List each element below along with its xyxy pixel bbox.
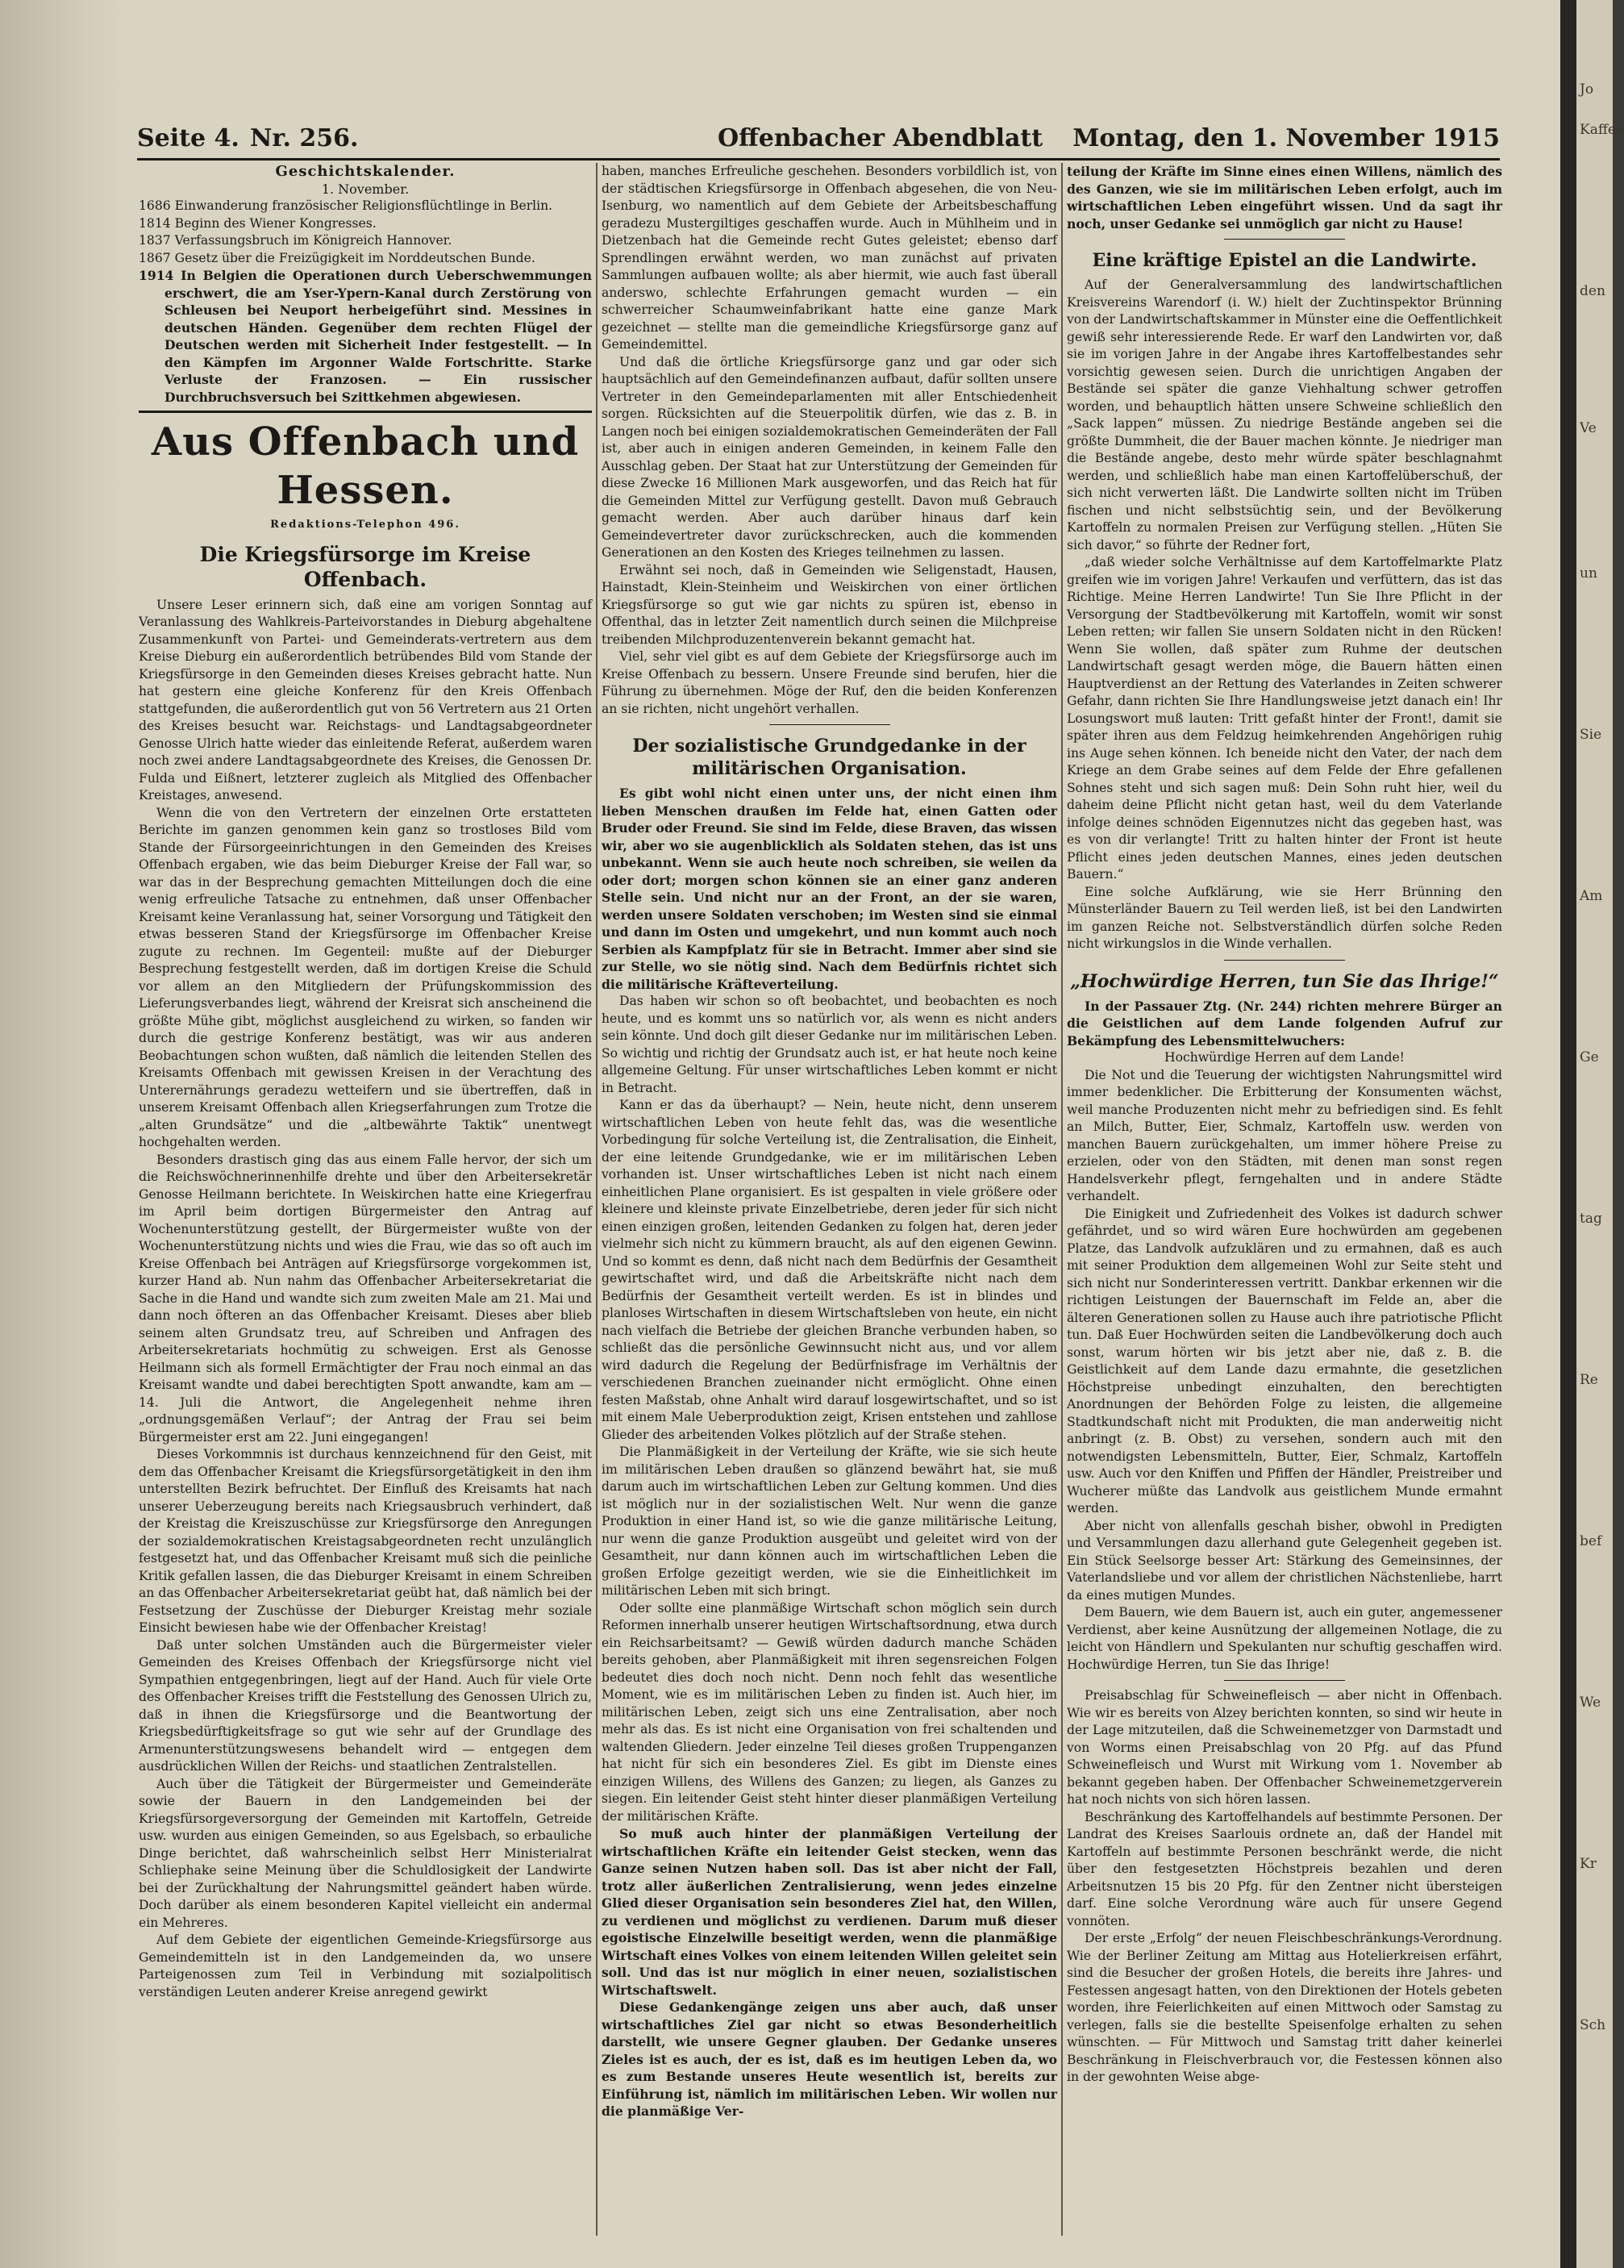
article-paragraph: Daß unter solchen Umständen auch die Bürgermeister vieler Gemeinden des Kreises Offenbach der Kriegsfürsorge nicht viel Sympathien entgegenbringen, liegt auf der Hand. Auch für viele Orte des Offenbacher Kreises trifft die Feststellung des Genossen Ulrich zu, daß in ihnen die Kriegsfürsorge und die Beantwortung der Kriegsbedürftigkeitsfrage so gut wie sehr auf der Grundlage des Armenunterstützungswesens behandelt wird — entgegen dem ausdrücklichen Willen der Reichs- und staatlichen Zentralstellen. <box>139 1637 592 1774</box>
article-separator <box>1224 960 1345 961</box>
article-paragraph: Es gibt wohl nicht einen unter uns, der nicht einen ihm lieben Menschen draußen im Felde hat, einen Gatten oder Bruder oder Freund. Sie sind im Felde, diese Braven, das wissen wir, aber wo sie augenblicklich als Soldaten stehen, das ist uns unbekannt. Wenn sie auch heute noch schreiben, sie weilen da oder dort; morgen schon können sie an einer ganz anderen Stelle sein. Und nicht nur an der Front, an der sie waren, werden unsere Soldaten verschoben; im Westen sind sie einmal und dann im Osten und umgekehrt, und nun kommt auch noch Serbien als Kampfplatz für sie in Betracht. Immer aber sind sie zur Stelle, wo sie nötig sind. Nach dem Bedürfnis richtet sich die militärische Kräfteverteilung. <box>602 786 1057 992</box>
news-item: Preisabschlag für Schweinefleisch — aber nicht in Offenbach. Wie wir es bereits von Alzey berichten konnten, so sind wir heute in der Lage mitzuteilen, daß die Schweinemetzger von Darmstadt und von Worms einen Preisabschlag von 20 Pfg. auf das Pfund Schweinefleisch und Wurst mit Wirkung vom 1. November ab bekannt gegeben haben. Der Offenbacher Schweinemetzgerverein hat noch nichts von sich hören lassen. <box>1067 1688 1502 1807</box>
neighbor-fragment: Sch <box>1580 2017 1606 2033</box>
article-paragraph: Die Planmäßigkeit in der Verteilung der Kräfte, wie sie sich heute im militärischen Leben draußen so glänzend bewährt hat, sie muß darum auch im wirtschaftlichen Leben zur Geltung kommen. Und dies ist möglich nur in der sozialistischen Welt. Nur wenn die ganze Produktion in einer Hand ist, so wie die ganze militärische Leitung, nur wenn die ganze Produktion ausgeübt und geleitet wird von der Gesamtheit, nur dann können auch im wirtschaftlichen Leben die großen Erfolge gezeitigt werden, wie sie die Einheitlichkeit im militärischen Leben mit sich bringt. <box>602 1445 1057 1598</box>
article-paragraph: Die Not und die Teuerung der wichtigsten Nahrungsmittel wird immer bedenklicher. Die Erbitterung der Konsumenten wächst, weil manche Produzenten nicht mehr zu befriedigen sind. Es fehlt an Milch, Butter, Eier, Schmalz, Kartoffeln usw. werden von manchen Bauern zurückgehalten, um immer höhere Preise zu erzielen, oder von den Städten, mit denen man sonst regen Handelsverkehr pflegt, ferngehalten und in andere Städte verhandelt. <box>1067 1067 1502 1203</box>
scan-binding-edge <box>1560 0 1576 2268</box>
news-item: Der erste „Erfolg“ der neuen Fleischbeschränkungs-Verordnung. Wie der Berliner Zeitung am Mittag aus Hotelierkreisen erfährt, sind die Besucher der großen Hotels, die bereits ihre Jahres- und Festessen angesagt hatten, von den Direktionen der Hotels gebeten worden, ihre Feierlichkeiten auf einen Mittwoch oder Samstag zu verlegen, falls sie die bestellte Speisenfolge erhalten zu sehen wünschten. — Für Mittwoch und Samstag tritt daher keinerlei Beschränkung in Fleischverbrauch vor, die Festessen können also in der gewohnten Weise abge- <box>1067 1931 1502 2084</box>
article-title: „Hochwürdige Herren, tun Sie das Ihrige!“ <box>1070 970 1499 992</box>
page-header <box>137 121 1500 158</box>
article-paragraph: Die Einigkeit und Zufriedenheit des Volkes ist dadurch schwer gefährdet, und so wird wären Eure hochwürden am gegebenen Platze, das Landvolk aufzuklären und zu ermahnen, daß es auch mit seiner Produktion dem allgemeinen Wohl zur Seite steht und sich nicht nur Sonderinteressen vertritt. Dankbar erkennen wir die richtigen Leistungen der Bauernschaft im Felde an, aber die älteren Generationen sollen zu Hause auch ihre patriotische Pflicht tun. Daß Euer Hochwürden seiten die Landbevölkerung doch auch sonst, warum hörten wir bis jetzt aber nie, daß z. B. die Geistlichkeit auf dem Lande dazu ermahnte, die gesetzlichen Höchstpreise unbedingt einzuhalten, den berechtigten Anordnungen der Behörden Folge zu leisten, die allgemeine Stadtkundschaft nicht mit Produkten, die man anderweitig nicht anbringt (z. B. Obst) zu versehen, sondern auch mit den notwendigsten Lebensmitteln, Butter, Eier, Schmalz, Kartoffeln usw. Auch vor den Kniffen und Pfiffen der Händler, Preistreiber und Wucherer müßte das Landvolk aus geistlichem Munde ermahnt werden. <box>1067 1206 1502 1515</box>
neighbor-fragment: Am <box>1580 888 1603 904</box>
article-paragraph: teilung der Kräfte im Sinne eines einen Willens, nämlich des des Ganzen, wie sie im militärischen Leben erfolgt, auch im wirtschaftlichen Leben eingeführt wissen. Und da sagt ihr noch, unser Gedanke sei unmöglich gar nicht zu Hause! <box>1067 164 1502 231</box>
neighbor-fragment: un <box>1580 565 1597 582</box>
column-divider <box>1061 163 1063 2236</box>
newspaper-title: Offenbacher Abendblatt <box>718 124 1043 152</box>
article-title: Eine kräftige Epistel an die Landwirte. <box>1092 250 1477 271</box>
redaktion-telephone: Redaktions-Telephon 496. <box>270 519 460 531</box>
page-number: Seite 4. <box>137 124 239 152</box>
article-separator <box>1224 1680 1345 1681</box>
calendar-entry: 1686 Einwanderung französischer Religionsflüchtlinge in Berlin. <box>139 198 553 213</box>
article-paragraph: Viel, sehr viel gibt es auf dem Gebiete der Kriegsfürsorge auch im Kreise Offenbach zu bessern. Unsere Freunde sind berufen, hier die Führung zu übernehmen. Möge der Ruf, den die beiden Konferenzen an sie richten, nicht ungehört verhallen. <box>602 649 1057 716</box>
article-paragraph: Dieses Vorkommnis ist durchaus kennzeichnend für den Geist, mit dem das Offenbacher Kreisamt die Kriegsfürsorgetätigkeit in den ihm unterstellten Bezirk befruchtet. Der Einfluß des Kreisamts hat nach unserer Ueberzeugung bereits nach Kriegsausbruch verhindert, daß der Kreistag die Kreiszuschüsse zur Kriegsfürsorge den Anregungen der sozialdemokratischen Kreistagsabgeordneten recht unzulänglich festgesetzt hat, und das Offenbacher Kreisamt muß sich die peinliche Kritik gefallen lassen, die das Dieburger Kreisamt in einem Schreiben an das Offenbacher Arbeitersekretariat geübt hat, daß nämlich bei der Festsetzung der Zuschüsse der Dieburger Kreistag mehr soziale Einsicht bewiesen habe wie der Offenbacher Kreistag! <box>139 1447 592 1635</box>
neighbor-fragment: den <box>1580 283 1605 299</box>
article-paragraph: Auf der Generalversammlung des landwirtschaftlichen Kreisvereins Warendorf (i. W.) hielt der Zuchtinspektor Brünning von der Landwirtschaftskammer in Münster eine die Oeffentlichkeit gewiß sehr interessierende Rede. Er warf den Landwirten vor, daß sie im vorigen Jahre in der Angabe ihres Kartoffelbestandes sehr vorsichtig gewesen seien. Durch die unrichtigen Angaben der Bestände sei später die ganze Viehhaltung schwer getroffen worden, und behauptlich hätten unsere Schweine schließlich den „Sack lappen“ müssen. Zu niedrige Bestände angeben sei die größte Dummheit, die der Bauer machen könnte. Je niedriger man die Bestände angebe, desto mehr würde später beschlagnahmt werden, und schließlich habe man einen Kartoffelüberschuß, der sich nicht verwerten läßt. Die Landwirte sollten nicht im Trüben fischen und nicht selbstsüchtig sein, und der Bevölkerung Kartoffeln zu normalen Preisen zur Verfügung stellen. „Hüten Sie sich davor,“ so führte der Redner fort, <box>1067 277 1502 552</box>
calendar-entry: 1914 In Belgien die Operationen durch Ueberschwemmungen erschwert, die am Yser-Ypern-Kanal durch Zerstörung von Schleusen bei Neuport herbeigeführt sind. Messines in deutschen Händen. Gegenüber dem rechten Flügel der Deutschen werden mit Sicherheit Inder festgestellt. — In den Kämpfen im Argonner Walde Fortschritte. Starke Verluste der Franzosen. — Ein russischer Durchbruchsversuch bei Szittkehmen abgewiesen. <box>139 268 592 405</box>
calendar-entry: 1867 Gesetz über die Freizügigkeit im Norddeutschen Bunde. <box>139 250 535 265</box>
article-title: Die Kriegsfürsorge im Kreise Offenbach. <box>199 542 531 591</box>
column-3 <box>1067 163 1502 2236</box>
article-separator <box>1224 239 1345 240</box>
neighbor-page-strip <box>1576 0 1624 2268</box>
article-separator <box>769 724 890 725</box>
article-paragraph: Das haben wir schon so oft beobachtet, und beobachten es noch heute, und es kommt uns so natürlich vor, als wenn es nicht anders sein könnte. Und doch gilt dieser Gedanke nur im militärischen Leben. So wichtig und richtig der Grundsatz auch ist, er hat heute noch keine allgemeine Geltung. Für unser wirtschaftliches Leben kommt er nicht in Betracht. <box>602 994 1057 1095</box>
header-rule <box>137 158 1500 161</box>
column-2 <box>602 163 1057 2236</box>
news-item: Beschränkung des Kartoffelhandels auf bestimmte Personen. Der Landrat des Kreises Saarlouis ordnete an, daß der Handel mit Kartoffeln auf bestimmte Personen beschränkt werde, die nicht über den festgesetzten Höchstpreis bezahlen und deren Arbeitsnutzen 15 bis 20 Pfg. für den Zentner nicht übersteigen darf. Eine solche Verordnung wäre auch für unsere Gegend vonnöten. <box>1067 1809 1502 1928</box>
article-paragraph: „daß wieder solche Verhältnisse auf dem Kartoffelmarkte Platz greifen wie im vorigen Jahre! Verkaufen und verfüttern, das ist das Richtige. Meine Herren Landwirte! Tun Sie Ihre Pflicht in der Versorgung der Stadtbevölkerung mit Kartoffeln, womit wir sonst Leben retten; wir fallen Sie unsern Soldaten nicht in den Rücken! Wenn Sie wollen, daß später zum Ruhme der deutschen Landwirtschaft gesagt werden möge, die Bauern hätten einen Hauptverdienst an der Rettung des Vaterlandes in Zeiten schwerer Gefahr, dann richten Sie Ihre Handlungsweise jetzt danach ein! Ihr Losungswort muß lauten: Tritt gefaßt hinter der Front!, damit sie später ihren aus dem Feldzug heimkehrenden Angehörigen ruhig ins Auge sehen können. Ich beneide nicht den Vater, der nach dem Kriege an dem Grabe seines auf dem Felde der Ehre gefallenen Sohnes steht und sich sagen muß: Dein Sohn ruht hier, weil du daheim deine Pflicht nicht getan hast, weil du dem Vaterlande infolge deines schnöden Eigennutzes nicht das gegeben hast, was es von dir verlangte! Tritt zu halten hinter der Front ist heute Pflicht eines jeden deutschen Mannes, eines jeden deutschen Bauern.“ <box>1067 555 1502 882</box>
calendar-entry: 1837 Verfassungsbruch im Königreich Hannover. <box>139 233 452 248</box>
section-title: Aus Offenbach und Hessen. <box>151 419 580 513</box>
article-paragraph: Wenn die von den Vertretern der einzelnen Orte erstatteten Berichte im ganzen genommen kein ganz so trostloses Bild vom Stande der Fürsorgeeinrichtungen in den Gemeinden des Kreises Offenbach ergaben, wie das beim Dieburger Kreise der Fall war, so war das in der Besprechung gemachten Mitteilungen doch die eine wenig erfreuliche Tatsache zu entnehmen, daß unser Offenbacher Kreisamt keine Veranlassung hat, seiner Vorsorgung und Tätigkeit den etwas besseren Stand der Kriegsfürsorge im Offenbacher Kreise zugute zu rechnen. Im Gegenteil: mußte auf der Dieburger Besprechung festgestellt werden, daß im dortigen Kreise die Schuld vor allem an den Mitgliedern der Prüfungskommission des Lieferungsverbandes liegt, während der Kreisrat sich anscheinend die größte Mühe gibt, möglichst ausgleichend zu wirken, so fanden wir durch die gestrige Konferenz bestätigt, was wir aus anderen Beobachtungen schon wußten, daß nämlich die leitenden Stellen des Kreisamts Offenbach mit gewissen Kreisen in der Verachtung des Unterernährungs geradezu wetteifern und sie übertreffen, daß in unserem Kreisamt Offenbach allen Kriegserfahrungen zum Trotze die „alten Grundsätze“ und die „altbewährte Taktik“ unentwegt hochgehalten werden. <box>139 805 592 1149</box>
neighbor-fragment: Ge <box>1580 1049 1599 1065</box>
article-paragraph: Auch über die Tätigkeit der Bürgermeister und Gemeinderäte sowie der Bauern in den Landgemeinden bei der Kriegsfürsorgeversorgung der Gemeinden mit Kartoffeln, Getreide usw. wurden aus einigen Gemeinden, so aus Egelsbach, so erbauliche Dinge berichtet, daß wahrscheinlich selbst Herr Ministerialrat Schliephake seine Meinung über die Schuldlosigkeit der Landwirte bei der Zurückhaltung der Nahrungsmittel geändert haben würde. Doch darüber als einem besonderen Kapitel vielleicht ein andermal ein Mehreres. <box>139 1776 592 1930</box>
neighbor-fragment: Kr <box>1580 1856 1597 1872</box>
column-divider <box>596 163 598 2236</box>
article-paragraph: Dem Bauern, wie dem Bauern ist, auch ein guter, angemessener Verdienst, aber keine Ausnützung der allgemeinen Notlage, die zu leicht von Händlern und Spekulanten nur schuftig geschaffen wird. Hochwürdige Herren, tun Sie das Ihrige! <box>1067 1605 1502 1672</box>
calendar-date: 1. November. <box>321 181 410 197</box>
article-paragraph: haben, manches Erfreuliche geschehen. Besonders vorbildlich ist, von der städtischen Kriegsfürsorge in Offenbach abgesehen, die von Neu-Isenburg, wo namentlich auf dem Gebiete der Arbeitsbeschaffung geradezu Mustergiltiges geschaffen wurde. Auch in Mühlheim und in Dietzenbach hat die Gemeinde recht Gutes geleistet; ebenso darf Sprendlingen erwähnt werden, wo man zunächst auf privaten Sammlungen aufbauen wollte; als aber hiermit, wie auch fast überall anderswo, schlechte Erfahrungen gemacht wurden — ein schwerreicher Schaumweinfabrikant hatte eine ganze Mark gezeichnet — stellte man die gemeindliche Kriegsfürsorge ganz auf Gemeindemittel. <box>602 164 1057 352</box>
page-gutter <box>0 0 125 2268</box>
issue-number: Nr. 256. <box>250 124 359 152</box>
article-paragraph: Eine solche Aufklärung, wie sie Herr Brünning den Münsterländer Bauern zu Teil werden ließ, ist bei den Landwirten im ganzen Reiche not. Selbstverständlich dürfen solche Reden nicht wirkungslos in die Winde verhallen. <box>1067 884 1502 951</box>
article-paragraph: Oder sollte eine planmäßige Wirtschaft schon möglich sein durch Reformen innerhalb unserer heutigen Wirtschaftsordnung, etwa durch ein Reichsarbeitsamt? — Gewiß würden dadurch manche Schäden bereits gehoben, aber Planmäßigkeit mit ihren segensreichen Folgen bedeutet dies doch noch nicht. Denn noch fehlt das wesentliche Moment, wie es im militärischen Leben zu finden ist. Auch hier, im militärischen Leben, zeigt sich uns eine Zentralisation, aber noch mehr als das. Es ist nicht eine Organisation von frei schaltenden und waltenden Gliedern. Jeder einzelne Teil dieses großen Truppenganzen hat nicht für sich ein besonderes Ziel. Es gibt im Dienste eines einzigen Willens, des Willens des Ganzen; zu liegen, als Ganzes zu siegen. Ein leitender Geist steht hinter dieser planmäßigen Verteilung der militärischen Kräfte. <box>602 1600 1057 1824</box>
article-paragraph: In der Passauer Ztg. (Nr. 244) richten mehrere Bürger an die Geistlichen auf dem Lande folgenden Aufruf zur Bekämpfung des Lebensmittelwuchers: <box>1067 998 1502 1049</box>
column-1 <box>139 163 592 2236</box>
article-paragraph: Besonders drastisch ging das aus einem Falle hervor, der sich um die Reichswöchnerinnenhilfe drehte und über den Arbeitersekretär Genosse Heilmann berichtete. In Weiskirchen hatte eine Kriegerfrau im April beim dortigen Bürgermeister den Antrag auf Wochenunterstützung gestellt, der Bürgermeister wußte von der Wochenunterstützung nichts und wies die Frau, wie das so oft auch im Kreise Offenbach bei Anträgen auf Kriegsfürsorge vorgekommen ist, kurzer Hand ab. Nun nahm das Offenbacher Arbeitersekretariat die Sache in die Hand und wandte sich zum zweiten Male am 21. Mai und dann noch öfteren an das Offenbacher Kreisamt. Dieses aber blieb seinem alten Grundsatz treu, auf Schreiben und Anfragen des Arbeitersekretariats hochmütig zu schweigen. Erst als Genosse Heilmann sich als formell Ermächtigter der Frau noch einmal an das Kreisamt wandte und dabei berechtigten Spott anwandte, kam am — 14. Juli die Antwort, die Angelegenheit nehme ihren „ordnungsgemäßen Verlauf“; der Antrag der Frau sei beim Bürgermeister erst am 22. Juni eingegangen! <box>139 1152 592 1445</box>
neighbor-fragment: bef <box>1580 1533 1602 1549</box>
article-paragraph: Und daß die örtliche Kriegsfürsorge ganz und gar oder sich hauptsächlich auf den Gemeindefinanzen aufbaut, dafür sollten unsere Vertreter in den Gemeindeparlamenten mit aller Entschiedenheit sorgen. Rücksichten auf die Steuerpolitik dürfen, wie das z. B. in Langen noch bei einigen sozialdemokratischen Gemeinderäten der Fall ist, aber auch in einigen anderen Gemeinden, in keinem Falle den Ausschlag geben. Der Staat hat zur Unterstützung der Gemeinden für diese Zwecke 16 Millionen Mark ausgeworfen, und das Reich hat für die Gemeinden Mittel zur Verfügung gestellt. Davon muß Gebrauch gemacht werden. Aber auch darüber hinaus darf kein Gemeindevertreter davor zurückschrecken, auch die kommenden Generationen an den Kosten des Krieges teilnehmen zu lassen. <box>602 354 1057 560</box>
neighbor-fragment: Ve <box>1580 420 1597 436</box>
article-paragraph: Unsere Leser erinnern sich, daß eine am vorigen Sonntag auf Veranlassung des Wahlkreis-Parteivorstandes in Dieburg abgehaltene Zusammenkunft von Partei- und Gemeinderats-vertretern aus dem Kreise Dieburg ein außerordentlich betrübendes Bild vom Stande der Kriegsfürsorge in den Gemeinden dieses Kreises gebracht hatte. Nun hat gestern eine gleiche Konferenz für den Kreis Offenbach stattgefunden, die außerordentlich gut von 56 Vertretern aus 21 Orten des Kreises besucht war. Reichstags- und Landtagsabgeordneter Genosse Ulrich hatte wieder das einleitende Referat, außerdem waren noch zwei andere Landtagsabgeordnete des Kreises, die Genossen Dr. Fulda und Eißnert, letzterer zugleich als Mitglied des Offenbacher Kreistages, anwesend. <box>139 597 592 803</box>
neighbor-fragment: We <box>1580 1695 1601 1711</box>
section-rule <box>139 411 592 413</box>
article-title: Der sozialistische Grundgedanke in der militärischen Organisation. <box>632 736 1026 779</box>
neighbor-fragment: Kaffee <box>1580 122 1624 138</box>
article-paragraph: Erwähnt sei noch, daß in Gemeinden wie Seligenstadt, Hausen, Hainstadt, Klein-Steinheim und Weiskirchen von einer örtlichen Kriegsfürsorge so gut wie gar nichts zu spüren ist, ebenso in Offenthal, das in letzter Zeit namentlich durch seinen die Milchpreise treibenden Milchproduzentenverein bekannt gemacht hat. <box>602 562 1057 647</box>
neighbor-fragment: tag <box>1580 1211 1602 1227</box>
article-paragraph: So muß auch hinter der planmäßigen Verteilung der wirtschaftlichen Kräfte ein leitender Geist stecken, wenn das Ganze seinen Nutzen haben soll. Das ist aber nicht der Fall, trotz aller äußerlichen Zentralisierung, wenn jedes einzelne Glied dieser Organisation sein besonderes Ziel hat, den Willen, zu verdienen und möglichst zu verdienen. Darum muß dieser egoistische Einzelwille beseitigt werden, wenn die planmäßige Wirtschaft eines Volkes von einem leitenden Willen geleitet sein soll. Und das ist nur möglich in einer neuen, sozialistischen Wirtschaftswelt. <box>602 1826 1057 1998</box>
neighbor-fragment: Re <box>1580 1372 1598 1388</box>
calendar-title: Geschichtskalender. <box>275 163 456 180</box>
article-paragraph: Auf dem Gebiete der eigentlichen Gemeinde-Kriegsfürsorge aus Gemeindemitteln ist in den Landgemeinden da, wo unsere Parteigenossen zum Teil in Verbindung mit sozialpolitisch verständigen Leuten anderer Kreise anregend gewirkt <box>139 1932 592 1999</box>
article-paragraph: Aber nicht von allenfalls geschah bisher, obwohl in Predigten und Versammlungen dazu allerhand gute Gelegenheit gegeben ist. Ein Stück Seelsorge besser Art: Stärkung des Gemeinsinnes, der Vaterlandsliebe und vor allem der christlichen Nächstenliebe, harrt da eines mutigen Mundes. <box>1067 1518 1502 1603</box>
calendar-entry: 1814 Beginn des Wiener Kongresses. <box>139 215 377 231</box>
article-paragraph: Diese Gedankengänge zeigen uns aber auch, daß unser wirtschaftliches Ziel gar nicht so etwas Besonderheitlich darstellt, wie unsere Gegner glauben. Der Gedanke unseres Zieles ist es auch, der es ist, daß es im heutigen Leben da, wo es zum Bestande unseres Heute wesentlich ist, bereits zur Einführung ist, nämlich im militärischen Leben. Wir wollen nur die planmäßige Ver- <box>602 1999 1057 2119</box>
issue-date: Montag, den 1. November 1915 <box>1072 124 1500 152</box>
article-salutation: Hochwürdige Herren auf dem Lande! <box>1164 1050 1405 1065</box>
neighbor-fragment: Sie <box>1580 727 1602 743</box>
article-paragraph: Kann er das da überhaupt? — Nein, heute nicht, denn unserem wirtschaftlichen Leben von heute fehlt das, was die wesentliche Vorbedingung für solche Verteilung ist, die Zentralisation, die Einheit, der eine leitende Grundgedanke, wie er im militärischen Leben vorhanden ist. Unser wirtschaftliches Leben ist nicht nach einem einheitlichen Plane organisiert. Es ist gespalten in viele größere oder kleinere und kleinste private Einzelbetriebe, deren jeder für sich nicht einen einzigen großen, leitenden Gedanken zu folgen hat, deren jeder vielmehr sich nicht zu kümmern braucht, als auf den eigenen Gewinn. Und so kommt es denn, daß nicht nach dem Bedürfnis der Gesamtheit gewirtschaftet wird, und daß die Arbeitskräfte nicht nach dem Bedürfnis der Gesamtheit verteilt werden. Es ist in blindes und planloses Wirtschaften in diesem Wirtschaftsleben von heute, ein nicht nach vielfach die Betriebe der gleichen Branche verbunden haben, so schließt das die persönliche Gewinnsucht nicht aus, und vor allem wird dadurch die Regelung der Bedürfnisfrage im Verhältnis der verschiedenen Branchen zueinander nicht ermöglicht. Ohne einen festen Maßstab, ohne Anhalt wird darauf losgewirtschaftet, und so ist mit einem Male Ueberproduktion zeigt, Krisen entstehen und zahllose Glieder des arbeitenden Volkes plötzlich auf der Straße stehen. <box>602 1098 1057 1442</box>
neighbor-fragment: Jo <box>1580 81 1594 98</box>
